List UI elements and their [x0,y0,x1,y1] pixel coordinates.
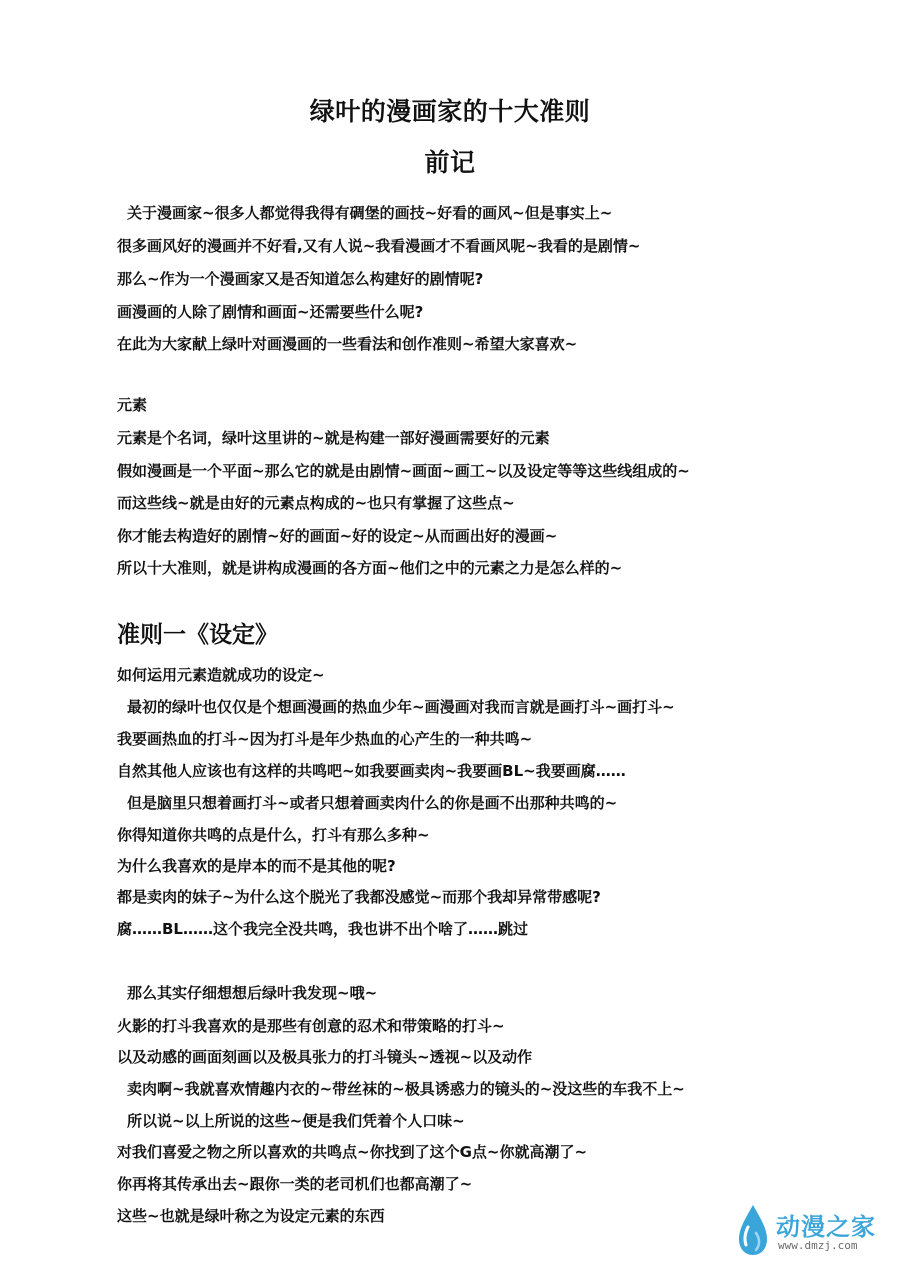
rule1-line: 腐……BL……这个我完全没共鸣，我也讲不出个啥了……跳过 [117,920,528,938]
rule1-line: 都是卖肉的妹子~为什么这个脱光了我都没感觉~而那个我却异常带感呢? [117,888,601,906]
rule1-line: 最初的绿叶也仅仅是个想画漫画的热血少年~画漫画对我而言就是画打斗~画打斗~ [127,698,675,716]
rule1-line: 所以说~以上所说的这些~便是我们凭着个人口味~ [127,1112,465,1130]
rule1-intro: 如何运用元素造就成功的设定~ [117,666,325,684]
elements-heading: 元素 [117,396,148,414]
elements-line: 而这些线~就是由好的元素点构成的~也只有掌握了这些点~ [117,494,515,512]
elements-line: 你才能去构造好的剧情~好的画面~好的设定~从而画出好的漫画~ [117,527,558,545]
rule1-line: 自然其他人应该也有这样的共鸣吧~如我要画卖肉~我要画BL~我要画腐…… [117,762,626,780]
rule1-line: 但是脑里只想着画打斗~或者只想着画卖肉什么的你是画不出那种共鸣的~ [127,794,618,812]
document-title: 绿叶的漫画家的十大准则 [309,97,591,126]
elements-line: 元素是个名词，绿叶这里讲的~就是构建一部好漫画需要好的元素 [117,429,550,447]
preface-line: 画漫画的人除了剧情和画面~还需要些什么呢? [117,303,424,321]
rule1-line: 那么其实仔细想想后绿叶我发现~哦~ [127,984,378,1002]
rule1-line: 卖肉啊~我就喜欢情趣内衣的~带丝袜的~极具诱惑力的镜头的~没这些的车我不上~ [127,1080,685,1098]
document-subtitle: 前记 [424,148,476,177]
rule1-line: 你得知道你共鸣的点是什么，打斗有那么多种~ [117,826,430,844]
rule1-line: 为什么我喜欢的是岸本的而不是其他的呢? [117,857,396,875]
preface-line: 很多画风好的漫画并不好看,又有人说~我看漫画才不看画风呢~我看的是剧情~ [117,237,641,255]
water-drop-icon [736,1203,770,1257]
site-watermark [736,1201,886,1261]
rule1-heading: 准则一《设定》 [117,622,278,648]
rule1-line: 这些~也就是绿叶称之为设定元素的东西 [117,1207,385,1225]
elements-line: 假如漫画是一个平面~那么它的就是由剧情~画面~画工~以及设定等等这些线组成的~ [117,462,690,480]
watermark-url: www.dmzj.com [778,1239,858,1252]
rule1-line: 对我们喜爱之物之所以喜欢的共鸣点~你找到了这个G点~你就高潮了~ [117,1143,588,1161]
watermark-name: 动漫之家 [776,1213,876,1241]
rule1-line: 你再将其传承出去~跟你一类的老司机们也都高潮了~ [117,1175,473,1193]
preface-line: 那么~作为一个漫画家又是否知道怎么构建好的剧情呢? [117,270,484,288]
rule1-line: 以及动感的画面刻画以及极具张力的打斗镜头~透视~以及动作 [117,1048,533,1066]
preface-line: 在此为大家献上绿叶对画漫画的一些看法和创作准则~希望大家喜欢~ [117,335,578,353]
elements-line: 所以十大准则，就是讲构成漫画的各方面~他们之中的元素之力是怎么样的~ [117,559,623,577]
rule1-line: 我要画热血的打斗~因为打斗是年少热血的心产生的一种共鸣~ [117,730,533,748]
rule1-line: 火影的打斗我喜欢的是那些有创意的忍术和带策略的打斗~ [117,1017,505,1035]
preface-line: 关于漫画家~很多人都觉得我得有碉堡的画技~好看的画风~但是事实上~ [127,204,613,222]
